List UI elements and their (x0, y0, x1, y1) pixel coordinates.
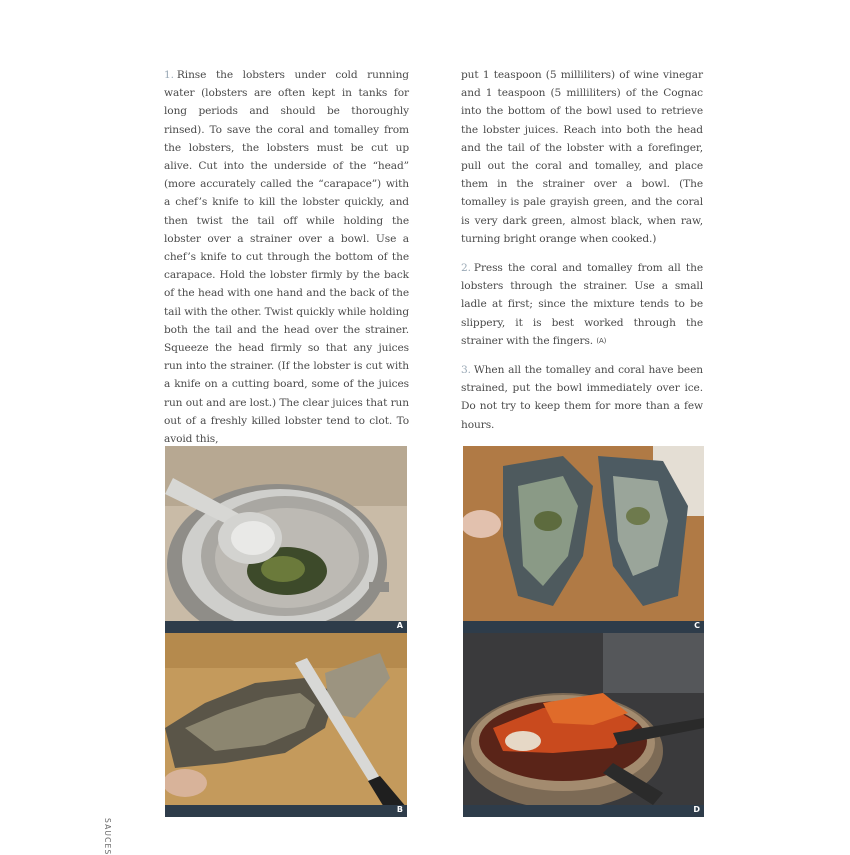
right-text-column (461, 66, 703, 445)
section-label: SAUCES (103, 818, 112, 855)
photo-c-caption-band (463, 621, 704, 633)
photo-d-caption-band (463, 805, 704, 817)
step-1-continued-paragraph (461, 66, 703, 248)
step-3-paragraph (461, 361, 703, 434)
step-2-text: Press the coral and tomalley from all the lobsters through the strainer. Use a small ladle at first; since the mixture tends to be slippery, it is best worked through the strainer with the fingers. (461, 262, 703, 347)
photo-d-label: D (693, 805, 700, 814)
step-1-text: Rinse the lobsters under cold running water (lobsters are often kept in tanks for long periods and should be thoroughly rinsed). To save the coral and tomalley from the lobsters, the lobsters must be cut up alive. Cut into the underside of the “head” (more accurately called the “carapace”) with a chef’s knife to kill the lobster quickly, and then twist the tail off while holding the lobster over a strainer over a bowl. Use a chef’s knife to cut through the bottom of the carapace. Hold the lobster firmly by the back of the head with one hand and the back of the tail with the other. Twist quickly while holding both the tail and the head over the strainer. Squeeze the head firmly so that any juices run into the strainer. (If the lobster is cut with a knife on a cutting board, some of the juices run out and are lost.) The clear juices that run out of a freshly killed lobster tend to clot. To avoid this, (164, 69, 409, 446)
step-2-paragraph (461, 259, 703, 350)
photo-a-reference: (A) (596, 336, 607, 345)
step-1-number: 1. (164, 69, 174, 81)
left-text-column (164, 66, 409, 459)
step-2-number: 2. (461, 262, 471, 275)
photo-c-lobster-halves (463, 446, 704, 633)
photo-b-cutting-lobster (165, 633, 407, 817)
photo-d-lobster-pot (463, 633, 704, 817)
photo-c-illustration (463, 446, 704, 633)
photo-b-label: B (396, 805, 403, 814)
photo-b-illustration (165, 633, 407, 817)
photo-b-caption-band (165, 805, 407, 817)
photo-a-illustration (165, 446, 407, 633)
photo-a-label: A (396, 621, 403, 630)
photo-c-label: C (694, 621, 700, 630)
photo-a-strainer (165, 446, 407, 633)
photo-a-caption-band (165, 621, 407, 633)
step-3-text: When all the tomalley and coral have been strained, put the bowl immediately over ice. Do not try to keep them for more than a few hours. (461, 364, 703, 431)
step-1-paragraph (164, 66, 409, 448)
step-3-number: 3. (461, 364, 471, 377)
step-1-continued-text: put 1 teaspoon (5 milliliters) of wine vinegar and 1 teaspoon (5 milliliters) of the Cognac into the bottom of the bowl used to retrieve the lobster juices. Reach into both the head and the tail of the lobster with a forefinger, pull out the coral and tomalley, and place them in the strainer over a bowl. (The tomalley is pale grayish green, and the coral is very dark green, almost black, when raw, turning bright orange when cooked.) (461, 69, 703, 245)
photo-d-illustration (463, 633, 704, 817)
